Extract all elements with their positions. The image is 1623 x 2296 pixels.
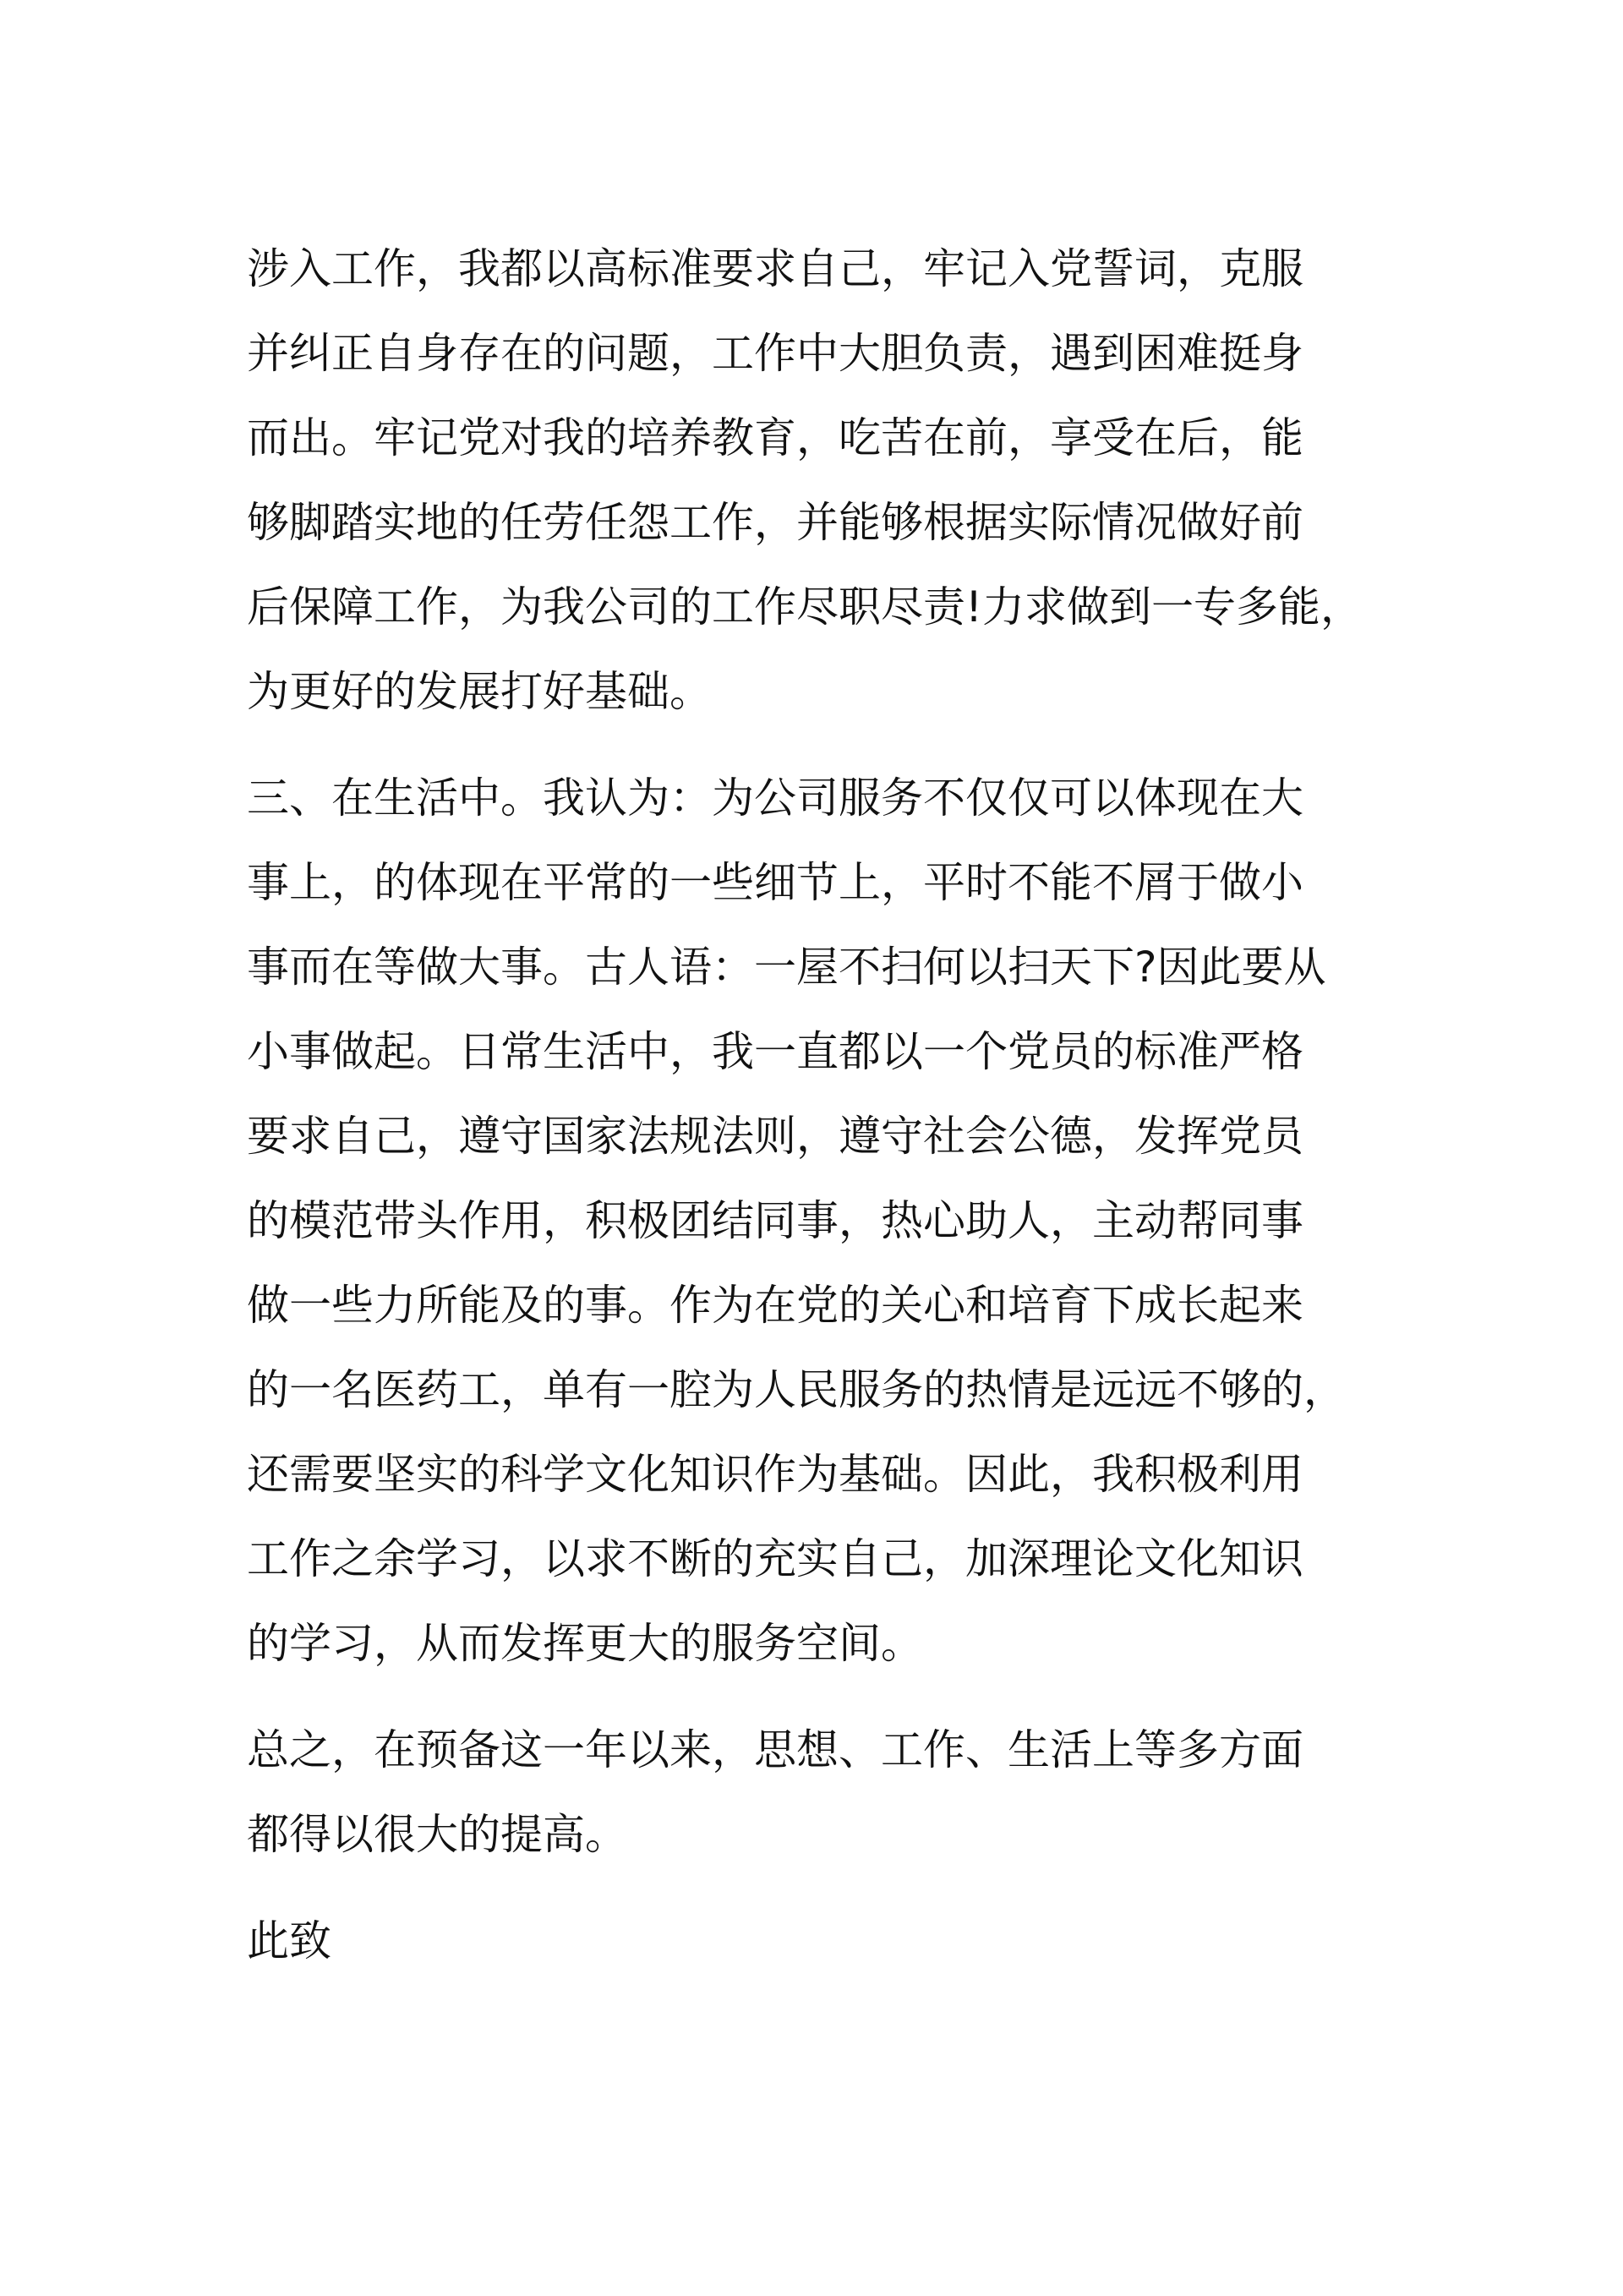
text-line: 小事做起。日常生活中，我一直都以一个党员的标准严格 <box>247 1027 1303 1076</box>
text-line: 做一些力所能及的事。作为在党的关心和培育下成长起来 <box>247 1281 1303 1330</box>
text-line: 的模范带头作用，积极团结同事，热心助人，主动帮同事 <box>247 1196 1303 1245</box>
text-line: 后保障工作，为我公司的工作尽职尽责!力求做到一专多能， <box>247 582 1363 631</box>
text-line: 的一名医药工，单有一腔为人民服务的热情是远远不够的， <box>247 1365 1346 1414</box>
text-line: 的学习，从而发挥更大的服务空间。 <box>247 1619 923 1668</box>
text-line: 工作之余学习，以求不断的充实自己，加深理论文化知识 <box>247 1534 1303 1583</box>
paragraph-closing <box>247 1899 1413 1983</box>
document-body <box>247 227 1413 2005</box>
text-line: 并纠正自身存在的问题，工作中大胆负责，遇到困难挺身 <box>247 329 1303 378</box>
text-line: 事而在等做大事。古人语：一屋不扫何以扫天下?因此要从 <box>247 943 1326 992</box>
closing-salutation: 此致 <box>247 1916 331 1965</box>
paragraph-summary <box>247 1708 1413 1877</box>
text-line: 为更好的发展打好基础。 <box>247 667 712 716</box>
text-line: 总之，在预备这一年以来，思想、工作、生活上等多方面 <box>247 1725 1303 1774</box>
text-line: 要求自己，遵守国家法规法则，遵守社会公德，发挥党员 <box>247 1112 1303 1161</box>
text-line: 都得以很大的提高。 <box>247 1810 627 1859</box>
text-line: 事上，的体现在平常的一些细节上，平时不能不屑于做小 <box>247 858 1303 907</box>
paragraph-life <box>247 756 1413 1686</box>
paragraph-work <box>247 227 1413 734</box>
text-line: 涉入工作，我都以高标准要求自己，牢记入党誓词，克服 <box>247 244 1303 293</box>
text-line: 三、在生活中。我认为：为公司服务不仅仅可以体现在大 <box>247 774 1303 823</box>
text-line: 够脚踏实地的任劳任怨工作，并能够根据实际情况做好前 <box>247 498 1303 547</box>
text-line: 而出。牢记党对我的培养教育，吃苦在前，享受在后，能 <box>247 413 1303 462</box>
text-line: 还需要坚实的科学文化知识作为基础。因此，我积极利用 <box>247 1450 1303 1499</box>
